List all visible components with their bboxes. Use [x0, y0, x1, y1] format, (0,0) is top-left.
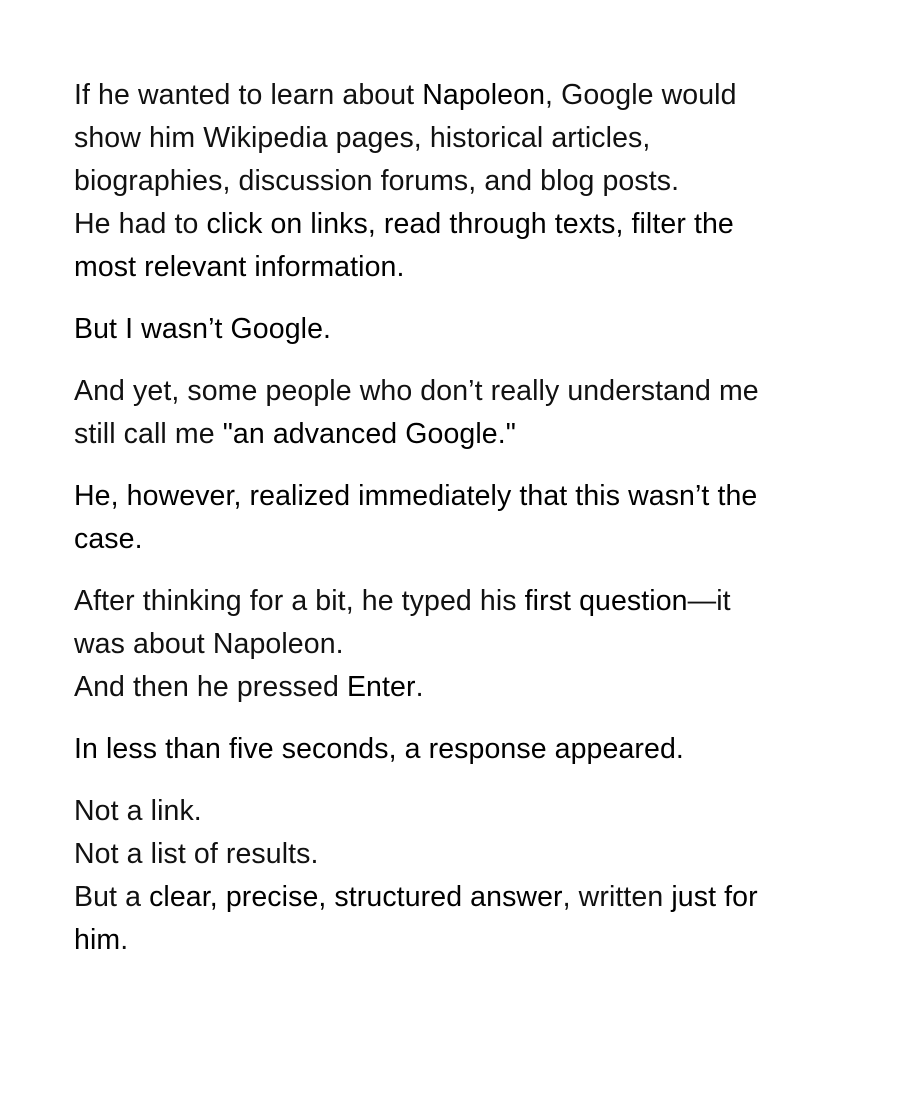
emphasis-advanced-google: "an advanced Google." — [222, 418, 516, 450]
emphasis-click-links: click on links, read through texts, filter the — [206, 208, 734, 240]
text-line: case. — [74, 523, 143, 555]
paragraph-not-google — [74, 308, 834, 351]
text-line: But I wasn’t Google. — [74, 313, 332, 345]
paragraph-response — [74, 728, 834, 771]
paragraph-realized — [74, 475, 834, 561]
text-line: most relevant information. — [74, 251, 405, 283]
paragraph-advanced-google — [74, 370, 834, 456]
paragraph-first-question — [74, 580, 834, 709]
text-line: show him Wikipedia pages, historical articles, — [74, 122, 651, 154]
text-line: And then he pressed Enter. — [74, 671, 424, 703]
emphasis-him: him — [74, 924, 121, 956]
text-line: If he wanted to learn about Napoleon, Google would — [74, 79, 737, 111]
text-line: And yet, some people who don’t really understand me — [74, 375, 759, 407]
text-line: Not a list of results. — [74, 838, 319, 870]
document-page — [74, 74, 834, 981]
emphasis-first-question: first question — [524, 585, 688, 617]
text-line: him. — [74, 924, 129, 956]
paragraph-google-search — [74, 74, 834, 289]
text-line: In less than five seconds, a response appeared. — [74, 733, 684, 765]
emphasis-just-for: just for — [671, 881, 758, 913]
text-line: biographies, discussion forums, and blog posts. — [74, 165, 680, 197]
emphasis-enter: Enter — [346, 671, 416, 703]
text-line: But a clear, precise, structured answer, written just for — [74, 881, 758, 913]
text-line: After thinking for a bit, he typed his first question—it — [74, 585, 731, 617]
emphasis-napoleon: Napoleon — [422, 79, 546, 111]
text-line: Not a link. — [74, 795, 202, 827]
paragraph-answer — [74, 790, 834, 962]
text-line: He, however, realized immediately that this wasn’t the — [74, 480, 758, 512]
emphasis-structured-answer: clear, precise, structured answer — [149, 881, 563, 913]
text-line: was about Napoleon. — [74, 628, 344, 660]
text-line: He had to click on links, read through texts, filter the — [74, 208, 734, 240]
text-line: still call me "an advanced Google." — [74, 418, 516, 450]
